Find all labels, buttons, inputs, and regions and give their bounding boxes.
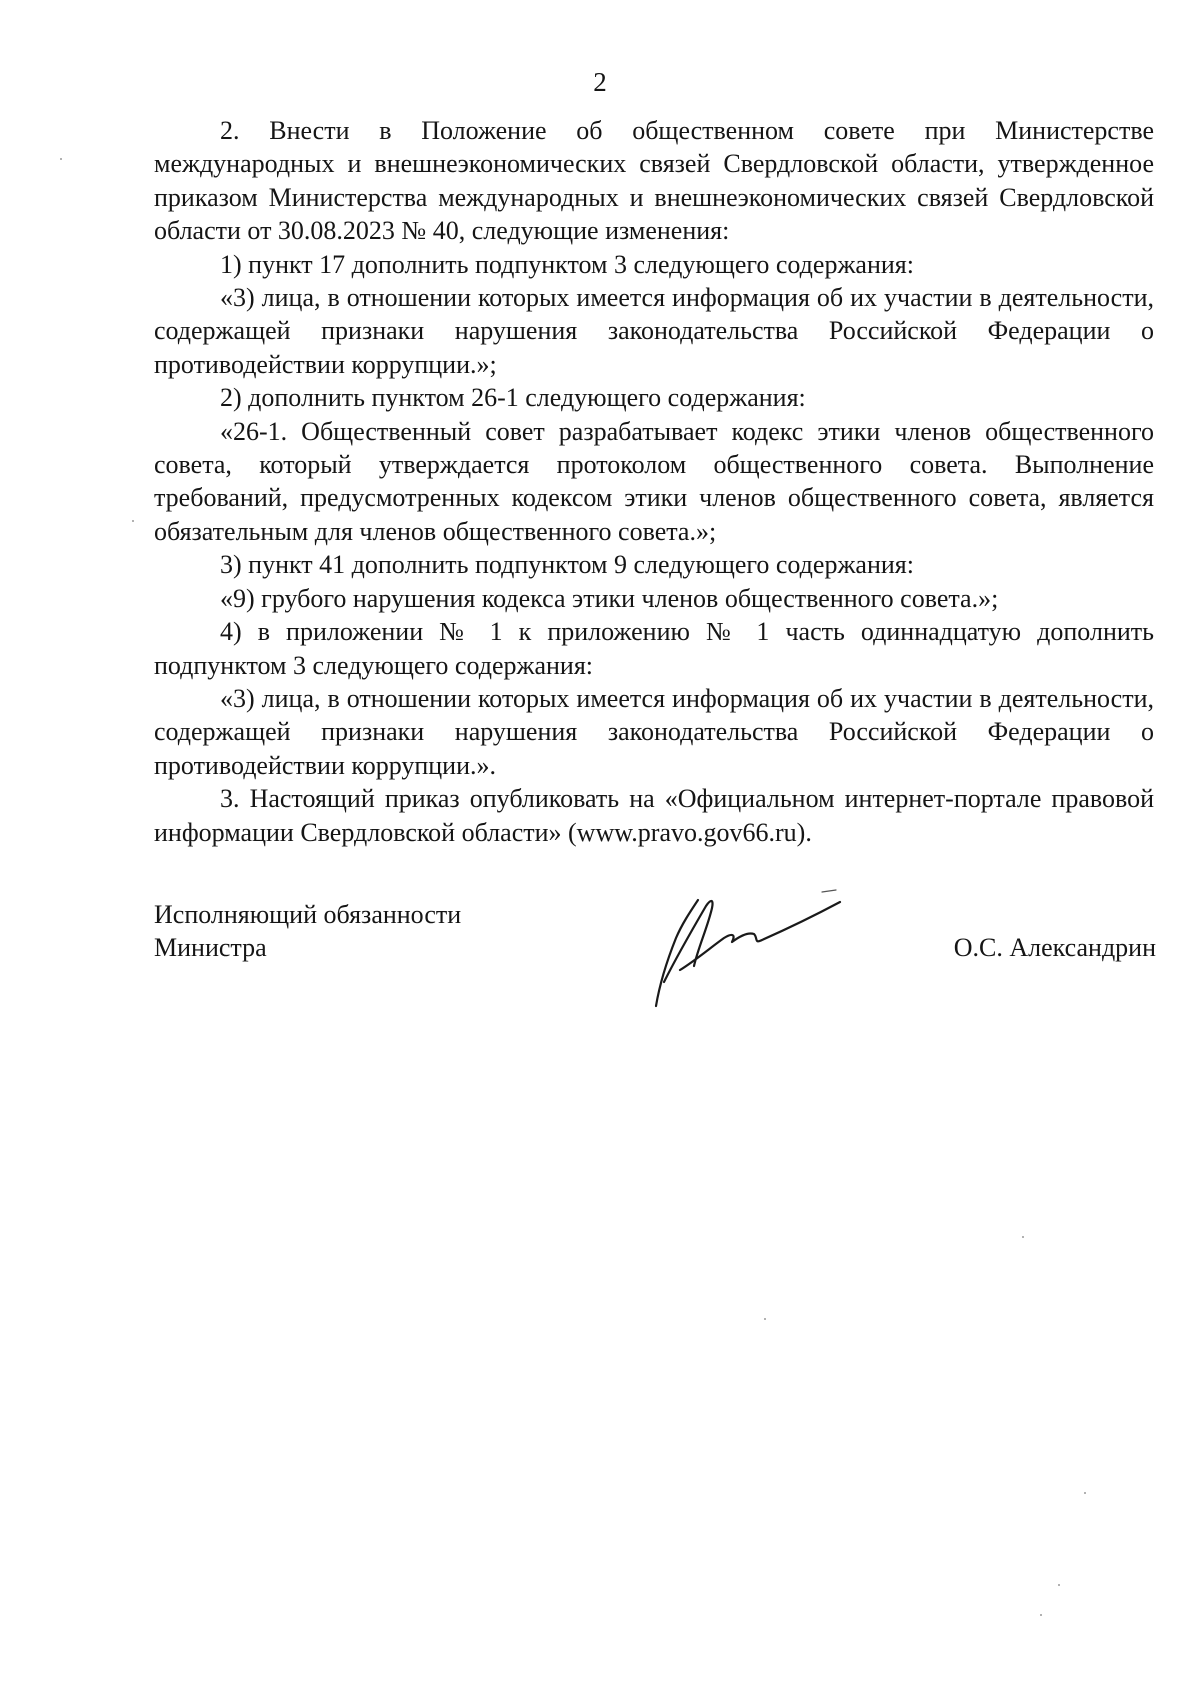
scan-speck	[1084, 1492, 1086, 1494]
signatory-name: О.С. Александрин	[953, 933, 1156, 962]
position-line-1: Исполняющий обязанности	[154, 900, 462, 929]
scan-speck	[60, 158, 62, 160]
subitem-2-intro: 2) дополнить пунктом 26-1 следующего содержания:	[220, 383, 806, 413]
document-body	[154, 114, 1154, 849]
scan-speck	[1040, 1614, 1042, 1616]
subitem-4-intro: 4) в приложении № 1 к приложению № 1 часть одиннадцатую дополнить подпунктом 3 следующего содержания:	[154, 617, 1154, 680]
scan-speck	[132, 520, 134, 522]
scan-speck	[1022, 1236, 1024, 1238]
page-number: 2	[593, 67, 607, 97]
scan-speck	[1058, 1584, 1060, 1586]
subitem-3-intro: 3) пункт 41 дополнить подпунктом 9 следующего содержания:	[220, 550, 914, 580]
quoted-text-item-26-1: «26-1. Общественный совет разрабатывает кодекс этики членов общественного совета, который утверждается протоколом общественного совета. Выполнение требований, предусмотренных кодексом этики членов общественного совета, является обязательным для членов общественного совета.»;	[154, 416, 1154, 546]
signatory-position	[154, 898, 461, 964]
subitem-1-intro: 1) пункт 17 дополнить подпунктом 3 следующего содержания:	[220, 249, 914, 279]
position-line-2: Министра	[154, 933, 267, 962]
quoted-text-item-9: «9) грубого нарушения кодекса этики членов общественного совета.»;	[220, 583, 999, 613]
paragraph-item-3-publication: 3. Настоящий приказ опубликовать на «Официальном интернет-портале правовой информации Свердловской области» (www.pravo.gov66.ru).	[154, 784, 1154, 847]
handwritten-signature	[640, 878, 880, 1018]
scan-speck	[764, 1318, 766, 1320]
paragraph-item-2: 2. Внести в Положение об общественном совете при Министерстве международных и внешнеэкономических связей Свердловской области, утвержденное приказом Министерства международных и внешнеэкономических связей Свердловской области от 30.08.2023 № 40, следующие изменения:	[154, 116, 1154, 246]
quoted-text-item-3: «3) лица, в отношении которых имеется информация об их участии в деятельности, содержащей признаки нарушения законодательства Российской Федерации о противодействии коррупции.»;	[154, 283, 1154, 379]
quoted-text-item-3-appendix: «3) лица, в отношении которых имеется информация об их участии в деятельности, содержащей признаки нарушения законодательства Российской Федерации о противодействии коррупции.».	[154, 683, 1154, 780]
